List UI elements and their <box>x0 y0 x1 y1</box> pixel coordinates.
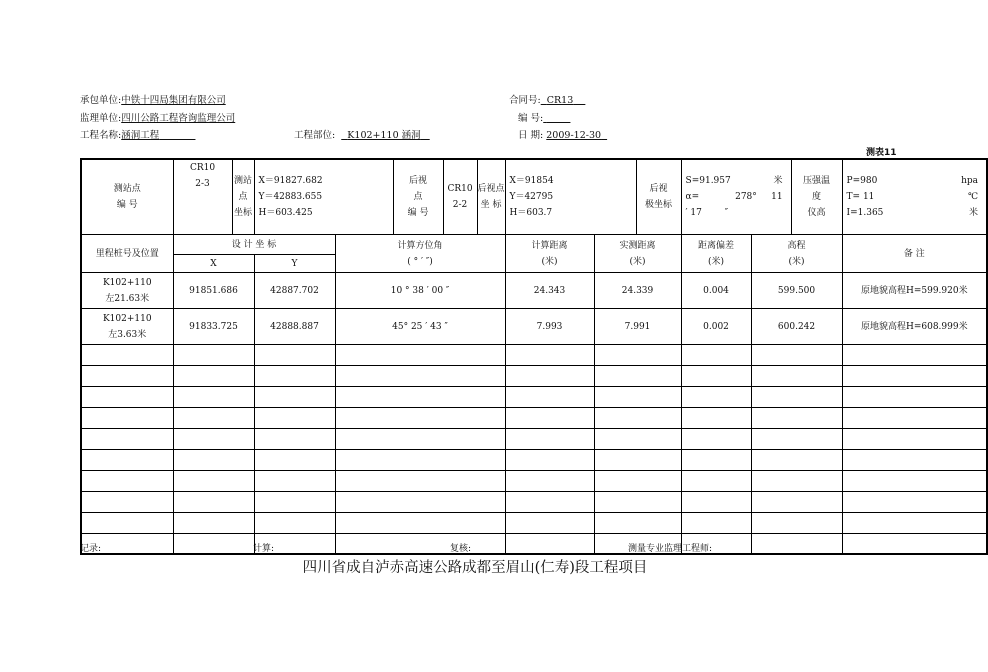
cell-remark: 原地貌高程H=608.999米 <box>842 309 987 345</box>
station-info-row <box>81 159 987 235</box>
empty-row <box>81 471 987 492</box>
polar-value-cell <box>681 159 842 235</box>
part-line <box>294 127 430 141</box>
cell-calc-dist: 24.343 <box>505 273 594 309</box>
supervisor-value: 四川公路工程咨询监理公司 <box>121 113 236 124</box>
cell-x: 91851.686 <box>173 273 254 309</box>
contractor-value: 中铁十四局集团有限公司 <box>121 95 226 106</box>
station-coord-label-cell: 测站点 坐标 <box>232 160 254 234</box>
cell-calc-dist: 7.993 <box>505 309 594 345</box>
survey-table <box>80 158 988 555</box>
col-dev: 距离偏差 (米) <box>681 235 751 273</box>
col-elev: 高程 (米) <box>751 235 842 273</box>
backsight-y: Y＝42795 <box>509 192 554 202</box>
col-station-pos: 里程桩号及位置 <box>81 235 173 273</box>
serial-value <box>543 113 570 124</box>
station-label-cell: 测站点 编 号 <box>81 159 173 235</box>
calculator-label: 计算: <box>253 544 275 554</box>
recorder-label: 记录: <box>80 544 102 554</box>
contractor-label: 承包单位: <box>80 95 122 106</box>
checker-label: 复核: <box>450 544 472 554</box>
station-x: X＝91827.682 <box>258 176 323 186</box>
station-code-cell: CR10 2-3 测站点 坐标 <box>173 159 254 235</box>
cell-meas-dist: 7.991 <box>594 309 681 345</box>
polar-alpha-min-mark: ′ 17 <box>685 208 702 218</box>
env-i: I=1.365 <box>846 208 884 218</box>
polar-s: S=91.957 <box>685 176 731 186</box>
station-h: H＝603.425 <box>258 208 313 218</box>
cell-pos: K102+110 左21.63米 <box>81 273 173 309</box>
project-title: 四川省成自泸赤高速公路成都至眉山(仁寿)段工程项目 <box>302 560 648 576</box>
cell-pos: K102+110 左3.63米 <box>81 309 173 345</box>
contract-no-label: 合同号: <box>509 95 541 106</box>
empty-row <box>81 534 987 554</box>
env-t-unit: ℃ <box>967 192 979 202</box>
cell-elev: 599.500 <box>751 273 842 309</box>
env-label-cell: 压强温 度 仪高 <box>791 160 842 234</box>
cell-remark: 原地貌高程H=599.920米 <box>842 273 987 309</box>
backsight-h: H＝603.7 <box>509 208 553 218</box>
empty-row <box>81 492 987 513</box>
date-line <box>518 127 607 141</box>
col-design-coord: 设 计 坐 标 <box>173 235 335 255</box>
project-line <box>80 127 195 141</box>
env-t: T= 11 <box>846 192 875 202</box>
engineer-label: 测量专业监理工程师: <box>628 544 713 554</box>
cell-x: 91833.725 <box>173 309 254 345</box>
cell-dev: 0.004 <box>681 273 751 309</box>
part-value: K102+110 涵洞 <box>347 130 421 141</box>
col-x: X <box>173 255 254 273</box>
backsight-code-cell: CR10 2-2 后视点 坐 标 <box>443 159 505 235</box>
col-calc-dist: 计算距离 (米) <box>505 235 594 273</box>
table-row <box>81 273 987 309</box>
serial-line <box>518 110 570 124</box>
polar-alpha-label: α= <box>685 192 700 202</box>
cell-azimuth: 10 ° 38 ′ 00 ″ <box>335 273 505 309</box>
backsight-x: X＝91854 <box>509 176 554 186</box>
part-label: 工程部位: <box>294 130 336 141</box>
backsight-coord-label-cell: 后视点 坐 标 <box>477 160 505 234</box>
contractor-line <box>80 92 226 106</box>
empty-row <box>81 366 987 387</box>
env-p: P=980 <box>846 176 878 186</box>
cell-meas-dist: 24.339 <box>594 273 681 309</box>
backsight-label-cell: 后视 点 编 号 <box>393 159 443 235</box>
empty-row <box>81 513 987 534</box>
column-header-row-1 <box>81 235 987 255</box>
empty-row <box>81 408 987 429</box>
station-coord-cell <box>254 159 393 235</box>
project-value: 涵洞工程 <box>121 130 160 141</box>
backsight-coord-cell <box>505 159 681 235</box>
table-row <box>81 309 987 345</box>
env-value-cell <box>842 159 987 235</box>
cell-dev: 0.002 <box>681 309 751 345</box>
cell-y: 42888.887 <box>254 309 335 345</box>
env-i-unit: 米 <box>969 208 979 218</box>
cell-azimuth: 45° 25 ′ 43 ″ <box>335 309 505 345</box>
col-remark: 备 注 <box>842 235 987 273</box>
env-p-unit: hpa <box>961 176 979 186</box>
empty-row <box>81 450 987 471</box>
col-meas-dist: 实测距离 (米) <box>594 235 681 273</box>
polar-alpha-min: 11 <box>771 192 783 202</box>
cell-y: 42887.702 <box>254 273 335 309</box>
col-azimuth: 计算方位角 ( ° ′ ″) <box>335 235 505 273</box>
cell-elev: 600.242 <box>751 309 842 345</box>
polar-alpha-deg: 278° <box>735 192 757 202</box>
date-label: 日 期: <box>518 130 544 141</box>
contract-no-line <box>509 92 585 106</box>
date-value: 2009-12-30 <box>546 130 602 141</box>
station-y: Y＝42883.655 <box>258 192 323 202</box>
supervisor-label: 监理单位: <box>80 113 122 124</box>
empty-row <box>81 345 987 366</box>
polar-s-unit: 米 <box>773 176 783 186</box>
form-number: 测表11 <box>866 148 897 158</box>
polar-alpha-sec-mark: ″ <box>724 208 729 218</box>
project-label: 工程名称: <box>80 130 122 141</box>
empty-row <box>81 387 987 408</box>
serial-label: 编 号: <box>518 113 544 124</box>
contract-no-value: CR13 <box>546 95 574 106</box>
supervisor-line <box>80 110 235 124</box>
col-y: Y <box>254 255 335 273</box>
empty-row <box>81 429 987 450</box>
polar-label-cell: 后视 极坐标 <box>636 160 681 234</box>
